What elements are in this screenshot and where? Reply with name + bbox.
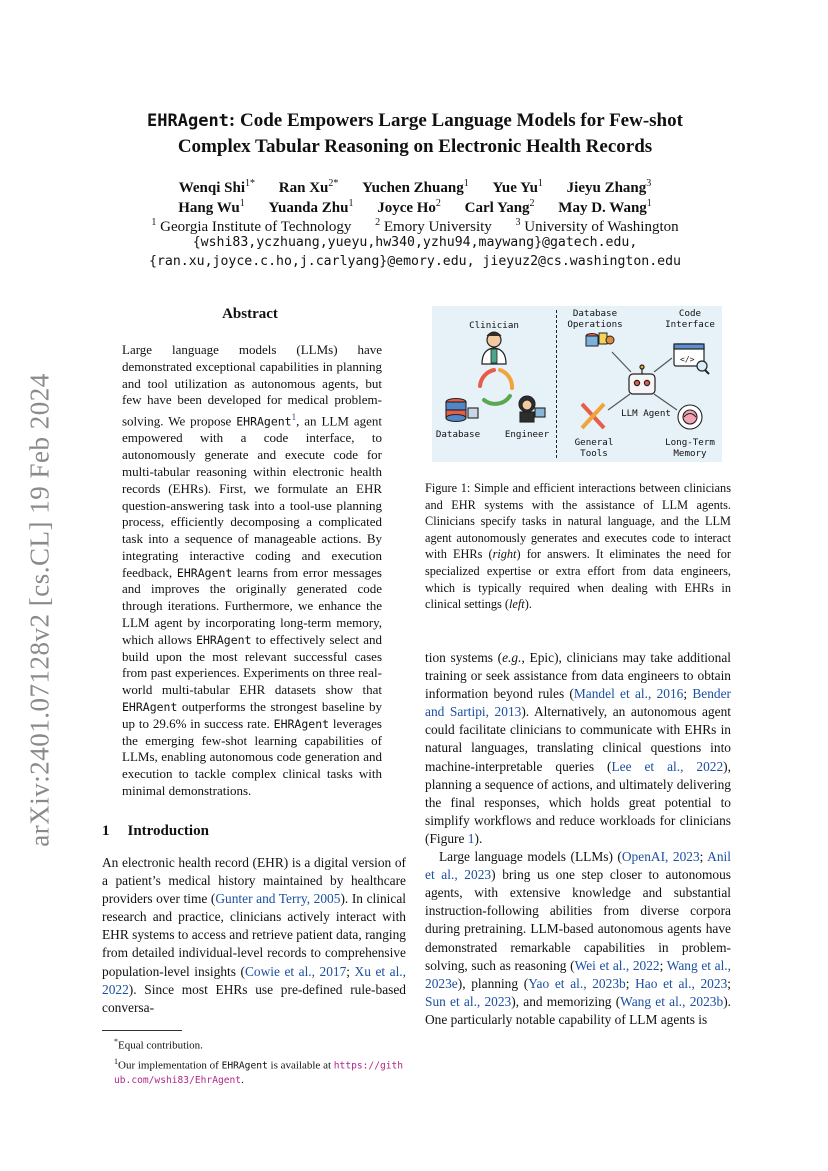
label-general-tools: General Tools [574, 437, 614, 459]
citation-link[interactable]: OpenAI, 2023 [621, 849, 700, 865]
author: Ran $Xu^{2*}$ [278, 178, 339, 196]
author: Carl Yang$^2$ [464, 198, 535, 216]
section-heading-introduction: 1 Introduction [102, 823, 209, 839]
citation-link[interactable]: Lee et al., 2022 [611, 758, 724, 774]
abstract-heading: Abstract [222, 306, 278, 322]
cycle-arrows-icon [480, 370, 512, 404]
arxiv-stamp: arXiv:2401.07128v2 [cs.CL] 19 Feb 2024 [24, 373, 55, 847]
svg-text:</>: </> [680, 355, 695, 364]
system-name: EHRAgent [122, 700, 178, 715]
citation-link[interactable]: Gunter and Terry, 2005 [215, 891, 341, 907]
footnote-divider [102, 1030, 182, 1031]
author: Hang Wu$^1$ [178, 198, 245, 216]
footnote-equal: *Equal contribution. [114, 1037, 203, 1052]
system-name: EHRAgent [196, 632, 252, 647]
citation-link[interactable]: Wang et al., 2023e [425, 957, 731, 991]
affiliation: $^2$ Emory University [375, 217, 492, 235]
label-code-interface: Code Interface [665, 308, 715, 330]
citation-link[interactable]: Anil et al., 2023 [425, 849, 731, 883]
affiliation: $^1$ Georgia Institute of Technology [151, 217, 352, 235]
abstract-body: Large language models (LLMs) have demonstrated exceptional capabilities in planning and tool utilization as autonomous agents, but few have been developed for medical problem-solving. We propose EHRAgent$^1$, an LLM agent empowered with a code interface, to autonomously generate and execute code for multi-tabular reasoning within electronic health records (EHRs). First, we formulate an EHR question-answering task into a tool-use planning process, efficiently decomposing a complicated task into a sequence of manageable actions. By integrating interactive coding and execution feedback, EHRAgent learns from error messages and improves the originally generated code through iterations. Furthermore, we enhance the LLM agent by incorporating long-term memory, which allows EHRAgent to effectively select and build upon the most relevant successful cases from past experiences. Experiments on three real-world multi-tabular EHR datasets show that EHRAgent outperforms the strongest baseline by up to 29.6% in success rate. EHRAgent leverages the emerging few-shot learning capabilities of LLMs, enabling autonomous code generation and execution to tackle complex clinical tasks with minimal demonstrations. [122, 342, 382, 799]
right-column-body [425, 649, 731, 1029]
label-database: Database [435, 429, 481, 440]
figure-ref-link[interactable]: 1 [467, 830, 475, 846]
intro-paragraph: An electronic health record (EHR) is a digital version of a patient’s medical history maintained by healthcare providers over time (Gunter and Terry, 2005). In clinical research and practice, clinicians actively interact with EHR systems to access and retrieve patient data, ranging from detailed individual-level records to comprehensive population-level insights (Cowie et al., 2017; Xu et al., 2022). Since most EHRs use pre-defined rule-based conversa- [102, 855, 406, 1015]
citation-link[interactable]: Mandel et al., 2016 [573, 686, 684, 702]
code-interface-icon [674, 344, 709, 374]
email-line-1[interactable]: {wshi83,yczhuang,yueyu,hw340,yzhu94,maywang}@gatech.edu, [192, 235, 638, 250]
author: Yuanda Zhu$^1$ [268, 198, 354, 216]
author: Joyce Ho$^2$ [377, 198, 441, 216]
figure-illustration [432, 306, 722, 462]
citation-link[interactable]: Sun et al., 2023 [425, 993, 512, 1009]
long-term-memory-icon [678, 405, 702, 429]
citation-link[interactable]: Xu et al., 2022 [102, 963, 406, 997]
author: Jieyu Zhang$^3$ [566, 178, 652, 196]
label-engineer: Engineer [504, 429, 550, 440]
label-long-term-memory: Long-Term Memory [665, 437, 715, 459]
system-name: EHRAgent [176, 565, 233, 580]
affiliation: $^3$ University of Washington [515, 217, 679, 235]
database-icon [446, 399, 478, 422]
clinician-icon [482, 332, 506, 364]
engineer-icon [519, 396, 545, 422]
author: Yuchen Zhuang$^1$ [362, 178, 469, 196]
figure-1-caption: Figure 1: Simple and efficient interactions between clinicians and EHR systems with the assistance of LLM agents. Clinicians specify tasks in natural language, and the LLM agent autonomously generates and executes code to interact with EHRs (right) for answers. It eliminates the need for specialized expertise or extra effort from data engineers, which is typically required when dealing with EHRs in clinical settings (left). [425, 481, 731, 612]
author: Wenqi Shi$^{1*}$ [178, 178, 256, 196]
paragraph: tion systems (e.g., Epic), clinicians may take additional training or seek assistance from data engineers to obtain information beyond rules (Mandel et al., 2016; Bender and Sartipi, 2013). Alternatively, an autonomous agent could facilitate clinicians to communicate with EHRs in natural languages, translating clinical questions into machine-interpretable queries (Lee et al., 2022), planning a sequence of actions, and ultimately delivering the final responses, which holds great potential to simplify workflows and reduce workloads for clinicians (Figure 1). [425, 650, 732, 846]
citation-link[interactable]: Bender and Sartipi, 2013 [425, 686, 732, 720]
footnotes [102, 1034, 406, 1088]
citation-link[interactable]: Wei et al., 2022 [574, 957, 660, 973]
author: May D. Wang$^1$ [558, 198, 652, 216]
label-database-operations: Database Operations [567, 308, 623, 330]
system-name: EHRAgent [147, 111, 229, 131]
label-clinician: Clinician [469, 320, 519, 331]
system-name: EHRAgent [236, 414, 292, 429]
citation-link[interactable]: Cowie et al., 2017 [244, 963, 347, 979]
system-name: EHRAgent [273, 716, 330, 731]
paragraph: Large language models (LLMs) (OpenAI, 2023; Anil et al., 2023) bring us one step closer to autonomous agents, with extensive knowledge and substantial instruction-following abilities from diverse corpora during pretraining. LLM-based autonomous agents have demonstrated remarkable capabilities in problem-solving, such as reasoning (Wei et al., 2022; Wang et al., 2023e), planning (Yao et al., 2023b; Hao et al., 2023; Sun et al., 2023), and memorizing (Wang et al., 2023b). One particularly notable capability of LLM agents is [425, 849, 731, 1027]
llm-agent-robot-icon [629, 365, 655, 394]
figure-1 [432, 306, 722, 462]
label-llm-agent: LLM Agent [621, 408, 671, 419]
citation-link[interactable]: Hao et al., 2023 [635, 975, 728, 991]
implementation-url-link[interactable]: https://github.com/wshi83/EhrAgent [114, 1060, 404, 1087]
footnote-ref: 1 [291, 412, 297, 423]
author: Yue Yu$^1$ [492, 178, 543, 196]
database-operations-icon [586, 333, 614, 346]
email-line-2[interactable]: {ran.xu,joyce.c.ho,j.carlyang}@emory.edu, jieyuz2@cs.washington.edu [149, 254, 681, 269]
general-tools-icon [582, 404, 604, 428]
citation-link[interactable]: Yao et al., 2023b [528, 975, 626, 991]
paper-title [90, 108, 740, 159]
title-line-1: EHRAgent: Code Empowers Large Language Models for Few-shot [147, 110, 683, 131]
citation-link[interactable]: Wang et al., 2023b [620, 993, 724, 1009]
title-line-2: Complex Tabular Reasoning on Electronic Health Records [177, 136, 653, 157]
footnote-implementation: $^1$Our implementation of EHRAgent is available at https://github.com/wshi83/EhrAgent. [114, 1056, 404, 1087]
